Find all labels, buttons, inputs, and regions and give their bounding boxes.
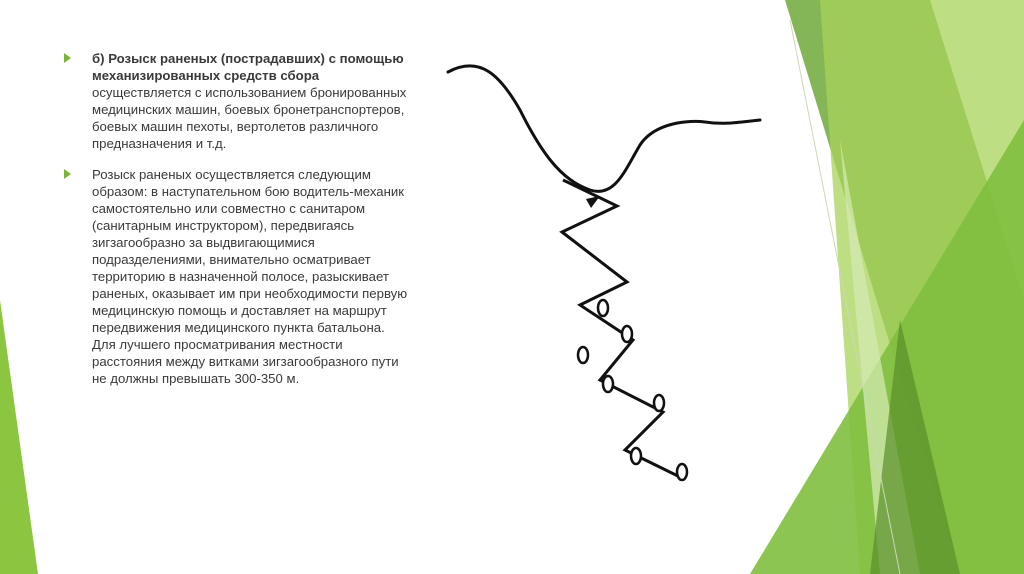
wounded-marker <box>603 376 613 392</box>
zigzag-search-diagram <box>440 50 770 500</box>
wounded-marker <box>598 300 608 316</box>
slide-text <box>64 50 409 401</box>
wounded-marker <box>677 464 687 480</box>
bullet-1-bold: б) Розыск раненых (пострадавших) с помощью механизированных средств сбора <box>92 51 404 83</box>
front-line-curve <box>448 66 760 192</box>
wounded-marker <box>622 326 632 342</box>
wounded-marker <box>578 347 588 363</box>
bullet-1-text: осуществляется с использованием бронированных медицинских машин, боевых бронетранспортеров, боевых машин пехоты, вертолетов различного предназначения и т.д. <box>92 85 407 151</box>
bullet-item-1 <box>64 50 409 152</box>
arrow-head-icon <box>586 196 600 208</box>
left-green-strip <box>0 300 38 574</box>
bullet-arrow-icon <box>64 53 71 63</box>
bullet-arrow-icon <box>64 169 71 179</box>
bullet-2-text: Розыск раненых осуществляется следующим образом: в наступательном бою водитель-механик самостоятельно или совместно с санитаром (санитарным инструктором), передвигаясь зигзагообразно за выдвигающимися подразделениями, внимательно осматривает территорию в назначенной полосе, разыскивает раненых, оказывает им при необходимости первую медицинскую помощь и доставляет на маршрут передвижения медицинского пункта батальона. Для лучшего просматривания местности расстояния между витками зигзагообразного пути не должны превышать 300-350 м. <box>92 167 408 386</box>
wounded-marker <box>631 448 641 464</box>
bullet-item-2 <box>64 166 409 387</box>
wounded-marker <box>654 395 664 411</box>
